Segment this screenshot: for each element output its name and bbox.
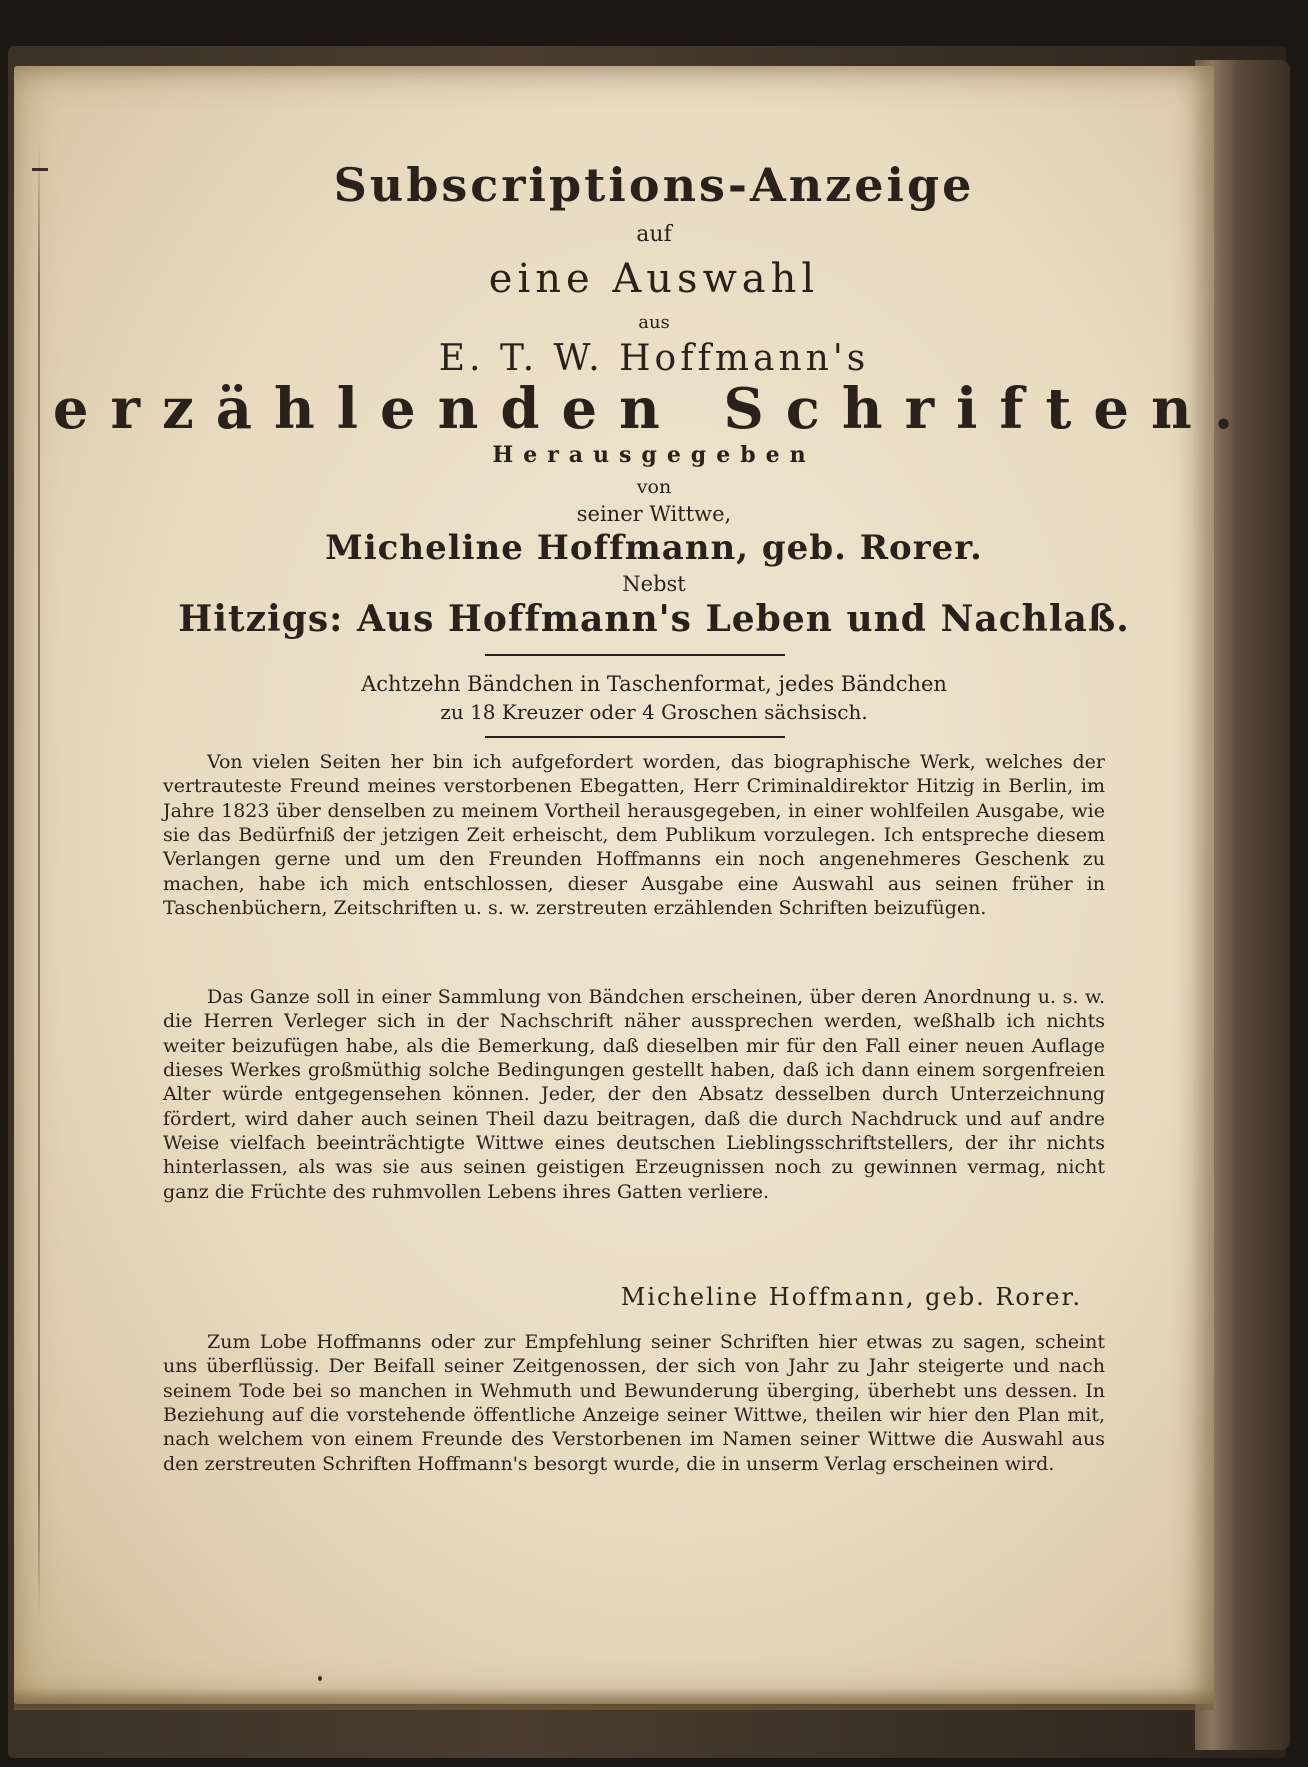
page-bottom-edge xyxy=(14,1688,1214,1710)
divider-rule xyxy=(485,736,785,738)
connector-auf: auf xyxy=(636,222,672,247)
works-heading: erzählenden Schriften. xyxy=(52,376,1256,442)
author-name: E. T. W. Hoffmann's xyxy=(438,338,870,379)
format-line-2: zu 18 Kreuzer oder 4 Groschen sächsisch. xyxy=(440,700,868,724)
body-paragraph-3: Zum Lobe Hoffmanns oder zur Empfehlung seiner Schriften hier etwas zu sagen, scheint uns überflüssig. Der Beifall seiner Zeitgenossen, der sich von Jahr zu Jahr steigerte und nach seinem Tode bei so manchen in Wehmuth und Bewunderung überging, überhebt uns dessen. In Beziehung auf die vorstehende öffentliche Anzeige seiner Wittwe, theilen wir hier den Plan mit, nach welchem von einem Freunde des Verstorbenen im Namen seiner Wittwe die Auswahl aus den zerstreuten Schriften Hoffmann's besorgt wurde, die in unserm Verlag erscheinen wird. xyxy=(163,1331,1105,1475)
connector-von: von xyxy=(636,476,672,498)
supplement-heading: Hitzigs: Aus Hoffmann's Leben und Nachlaß. xyxy=(178,598,1130,640)
format-line-1: Achtzehn Bändchen in Taschenformat, jedes Bändchen xyxy=(361,672,947,696)
signature-line: Micheline Hoffmann, geb. Rorer. xyxy=(620,1283,1082,1311)
ink-dot xyxy=(318,1676,322,1681)
editor-label: Herausgegeben xyxy=(492,442,816,468)
connector-aus: aus xyxy=(638,312,670,333)
connector-nebst: Nebst xyxy=(622,572,686,596)
body-paragraph-1: Von vielen Seiten her bin ich aufgefordert worden, das biographische Werk, welches der vertrauteste Freund meines verstorbenen Ebegatten, Herr Criminaldirektor Hitzig in Berlin, im Jahre 1823 über denselben zu meinem Vortheil herausgegeben, in einer wohlfeilen Ausgabe, wie sie das Bedürfniß der jetzigen Zeit erheischt, dem Publikum vorzulegen. Ich entspreche diesem Verlangen gerne und um den Freunden Hoffmanns ein noch angenehmeres Geschenk zu machen, habe ich mich entschlossen, dieser Ausgabe eine Auswahl aus seinen früher in Taschenbüchern, Zeitschriften u. s. w. zerstreuten erzählenden Schriften beizufügen. xyxy=(163,751,1105,919)
page-title: Subscriptions-Anzeige xyxy=(333,158,975,212)
divider-rule xyxy=(485,654,785,656)
selection-heading: eine Auswahl xyxy=(488,256,820,302)
widow-line: seiner Wittwe, xyxy=(576,502,732,526)
body-paragraph-2: Das Ganze soll in einer Sammlung von Bändchen erscheinen, über deren Anordnung u. s. w. die Herren Verleger sich in der Nachschrift näher aussprechen werden, weßhalb ich nichts weiter beizufügen habe, als die Bemerkung, daß dieselben mir für den Fall einer neuen Auflage dieses Werkes großmüthig solche Bedingungen gestellt haben, daß ich dann einem sorgenfreien Alter würde entgegensehen können. Jeder, der den Absatz desselben durch Unterzeichnung fördert, wird daher auch seinen Theil dazu beitragen, daß die durch Nachdruck und auf andre Weise vielfach beeinträchtigte Wittwe eines deutschen Lieblingsschriftstellers, der ihr nichts hinterlassen, als was sie aus seinen geistigen Erzeugnissen noch zu gewinnen vermag, nicht ganz die Früchte des ruhmvollen Lebens ihres Gatten verliere. xyxy=(163,986,1105,1203)
editor-name: Micheline Hoffmann, geb. Rorer. xyxy=(325,528,983,568)
